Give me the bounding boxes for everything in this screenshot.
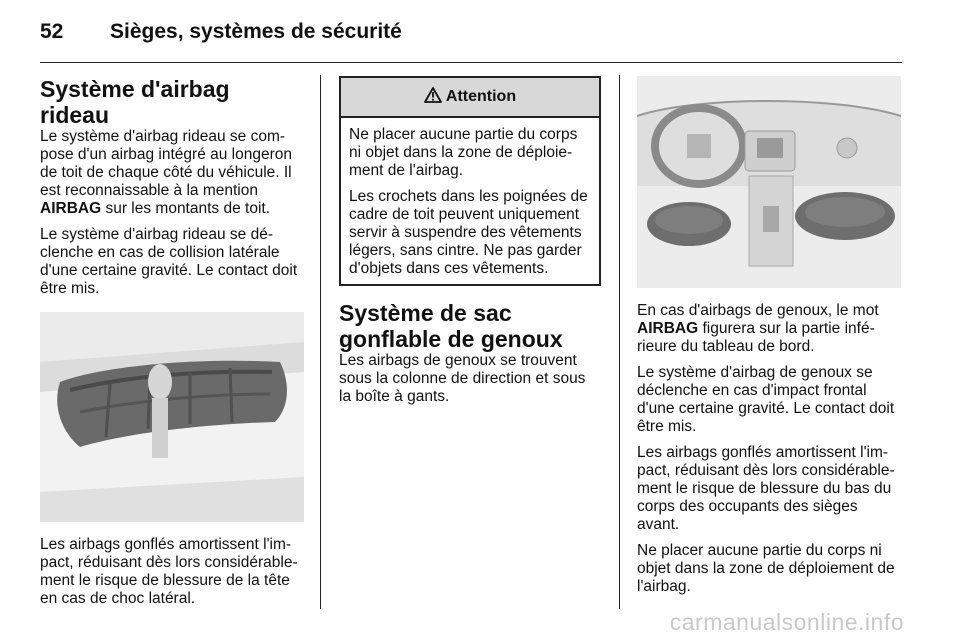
knee-airbag-paragraph-5: Ne placer aucune partie du corps ni objet dans la zone de déploiement de l'airbag.: [637, 542, 895, 595]
column-divider-2: [619, 75, 620, 609]
curtain-airbag-illustration: [40, 312, 304, 522]
knee-airbag-paragraph-1: Les airbags de genoux se trouvent sous la colonne de direction et sous la boîte à gants.: [339, 352, 586, 405]
knee-airbag-paragraph-2: En cas d'airbags de genoux, le mot AIRBAG figurera sur la partie infé-rieure du tableau de bord.: [637, 302, 879, 355]
column-1: [40, 76, 304, 616]
curtain-airbag-paragraph-2: Le système d'airbag rideau se dé-clenche en cas de collision latérale d'une certaine gravité. Le contact doit être mis.: [40, 226, 298, 297]
column-divider-1: [320, 75, 321, 609]
page-header: [40, 14, 902, 48]
airbag-keyword: AIRBAG: [40, 200, 102, 217]
knee-airbag-heading: Système de sac gonflable de genoux: [339, 300, 563, 352]
header-divider: [40, 62, 902, 63]
column-3: [637, 76, 901, 604]
attention-paragraph-2: Les crochets dans les poignées de cadre de toit peuvent uniquement servir à suspendre des vêtements légers, sans cintre. Ne pas garder d'objets dans ces vêtements.: [349, 188, 588, 277]
attention-header: [341, 78, 599, 118]
section-title: Sièges, systèmes de sécurité: [110, 20, 402, 43]
knee-airbag-paragraph-4: Les airbags gonflés amortissent l'im-pact, réduisant dès lors considérable-ment le risque de blessure du bas du corps des occupants des sièges avant.: [637, 444, 895, 533]
curtain-airbag-heading: Système d'airbag rideau: [40, 76, 230, 128]
attention-box: [339, 76, 601, 286]
knee-airbag-paragraph-3: Le système d'airbag de genoux se déclenche en cas d'impact frontal d'une certaine gravité. Le contact doit être mis.: [637, 364, 895, 435]
attention-paragraph-1: Ne placer aucune partie du corps ni objet dans la zone de déploie-ment de l'airbag.: [349, 126, 578, 179]
curtain-airbag-paragraph-1: Le système d'airbag rideau se com-pose d'un airbag intégré au longeron de toit de chaque côté du véhicule. Il est reconnaissable à la mention AIRBAG sur les montants de toit.: [40, 128, 293, 217]
knee-airbag-illustration: [637, 76, 901, 288]
warning-triangle-icon: [424, 87, 442, 108]
attention-title: Attention: [445, 88, 517, 105]
watermark: carmanualsonline.info: [669, 609, 904, 635]
airbag-keyword-2: AIRBAG: [637, 320, 699, 337]
curtain-airbag-paragraph-3: Les airbags gonflés amortissent l'im-pact, réduisant dès lors considérable-ment le risque de blessure de la tête en cas de choc latéral.: [40, 536, 298, 607]
column-2: [339, 76, 601, 414]
page-number: 52: [40, 20, 64, 43]
